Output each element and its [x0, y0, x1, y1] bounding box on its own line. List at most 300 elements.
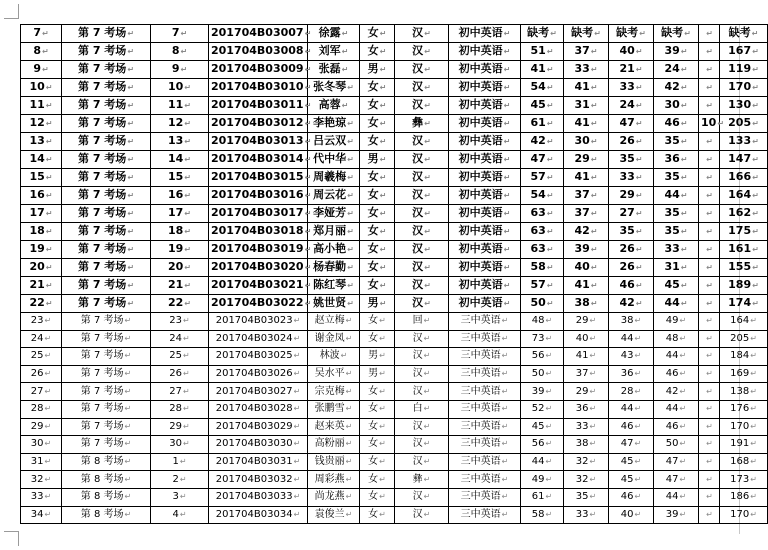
cell-gender: 女↵	[360, 400, 395, 418]
paragraph-mark: ↵	[124, 316, 132, 326]
paragraph-mark: ↵	[679, 439, 687, 449]
paragraph-mark: ↵	[127, 65, 135, 74]
paragraph-mark: ↵	[680, 227, 688, 236]
cell-row-number: 24↵	[21, 330, 62, 348]
cell-bonus	[699, 97, 720, 115]
cell-seat-number: 17↵	[151, 205, 209, 223]
paragraph-mark: ↵	[345, 369, 353, 379]
paragraph-mark: ↵	[45, 263, 53, 272]
cell-score-3: 38↵	[609, 313, 654, 331]
table-row	[21, 418, 768, 436]
cell-bonus	[699, 488, 720, 506]
cell-bonus: 10↵	[699, 115, 720, 133]
paragraph-mark: ↵	[124, 333, 132, 343]
paragraph-mark: ↵	[546, 245, 554, 254]
paragraph-mark: ↵	[750, 404, 757, 414]
paragraph-mark: ↵	[590, 209, 598, 218]
cell-row-number: 28↵	[21, 400, 62, 418]
cell-total: 184↵	[720, 348, 768, 366]
cell-total: 130↵	[720, 97, 768, 115]
paragraph-mark: ↵	[752, 191, 759, 200]
paragraph-mark: ↵	[180, 47, 188, 56]
paragraph-mark: ↵	[184, 263, 191, 272]
paragraph-mark: ↵	[424, 299, 431, 308]
paragraph-mark: ↵	[45, 191, 53, 200]
cell-bonus	[699, 506, 720, 524]
cell-candidate-id: 201704B03022↵	[209, 295, 308, 313]
cell-score-4: 44↵	[654, 295, 699, 313]
paragraph-mark: ↵	[379, 137, 387, 146]
paragraph-mark: ↵	[590, 299, 598, 308]
cell-score-4: 44↵	[654, 488, 699, 506]
cell-row-number: 23↵	[21, 313, 62, 331]
table-row	[21, 436, 768, 454]
cell-subject: 初中英语↵	[449, 43, 521, 61]
paragraph-mark: ↵	[635, 209, 643, 218]
paragraph-mark: ↵	[634, 351, 642, 361]
paragraph-mark: ↵	[184, 155, 191, 164]
cell-score-1: 50↵	[521, 365, 564, 383]
paragraph-mark: ↵	[347, 263, 354, 272]
cell-subject: 三中英语↵	[449, 488, 521, 506]
cell-gender: 女↵	[360, 79, 395, 97]
paragraph-mark: ↵	[706, 457, 713, 467]
score-table-body	[21, 25, 768, 524]
paragraph-mark: ↵	[706, 227, 713, 236]
cell-candidate-id: 201704B03031↵	[209, 453, 308, 471]
cell-row-number: 19↵	[21, 241, 62, 259]
cell-name: 徐露↵	[308, 25, 360, 43]
paragraph-mark: ↵	[589, 439, 597, 449]
cell-name: 陈红琴↵	[308, 277, 360, 295]
cell-row-number: 20↵	[21, 259, 62, 277]
cell-total: 167↵	[720, 43, 768, 61]
paragraph-mark: ↵	[379, 404, 386, 414]
paragraph-mark: ↵	[304, 155, 312, 164]
cell-score-4: 44↵	[654, 187, 699, 205]
paragraph-mark: ↵	[44, 421, 52, 431]
cell-seat-number: 4↵	[151, 506, 209, 524]
cell-exam-room: 第 7 考场↵	[62, 313, 151, 331]
cell-candidate-id: 201704B03030↵	[209, 436, 308, 454]
paragraph-mark: ↵	[127, 227, 135, 236]
paragraph-mark: ↵	[127, 119, 135, 128]
cell-total: 164↵	[720, 313, 768, 331]
paragraph-mark: ↵	[124, 474, 132, 484]
paragraph-mark: ↵	[501, 439, 509, 449]
paragraph-mark: ↵	[347, 191, 354, 200]
page-corner-mark	[4, 531, 19, 546]
cell-score-1: 51↵	[521, 43, 564, 61]
cell-name: 周彩燕↵	[308, 471, 360, 489]
paragraph-mark: ↵	[293, 369, 301, 379]
paragraph-mark: ↵	[589, 421, 597, 431]
cell-candidate-id: 201704B03019↵	[209, 241, 308, 259]
cell-subject: 三中英语↵	[449, 400, 521, 418]
cell-exam-room: 第 7 考场↵	[62, 348, 151, 366]
cell-name: 刘军↵	[308, 43, 360, 61]
cell-name: 吴水平↵	[308, 365, 360, 383]
paragraph-mark: ↵	[184, 83, 191, 92]
paragraph-mark: ↵	[501, 369, 509, 379]
paragraph-mark: ↵	[423, 316, 431, 326]
cell-name: 张磊↵	[308, 61, 360, 79]
paragraph-mark: ↵	[379, 299, 387, 308]
cell-subject: 三中英语↵	[449, 506, 521, 524]
cell-ethnicity: 汉↵	[395, 97, 449, 115]
paragraph-mark: ↵	[590, 155, 598, 164]
paragraph-mark: ↵	[752, 173, 759, 182]
cell-row-number: 14↵	[21, 151, 62, 169]
paragraph-mark: ↵	[184, 173, 191, 182]
paragraph-mark: ↵	[41, 65, 49, 74]
paragraph-mark: ↵	[127, 209, 135, 218]
paragraph-mark: ↵	[379, 474, 386, 484]
paragraph-mark: ↵	[590, 227, 598, 236]
cell-subject: 三中英语↵	[449, 436, 521, 454]
cell-candidate-id: 201704B03012↵	[209, 115, 308, 133]
paragraph-mark: ↵	[680, 137, 688, 146]
cell-score-4: 42↵	[654, 383, 699, 401]
paragraph-mark: ↵	[752, 263, 759, 272]
table-row	[21, 400, 768, 418]
cell-seat-number: 24↵	[151, 330, 209, 348]
table-row	[21, 313, 768, 331]
cell-ethnicity: 汉↵	[395, 43, 449, 61]
cell-exam-room: 第 7 考场↵	[62, 187, 151, 205]
paragraph-mark: ↵	[379, 191, 387, 200]
paragraph-mark: ↵	[706, 29, 713, 38]
paragraph-mark: ↵	[590, 245, 598, 254]
paragraph-mark: ↵	[183, 421, 190, 431]
cell-exam-room: 第 7 考场↵	[62, 97, 151, 115]
cell-gender: 女↵	[360, 418, 395, 436]
paragraph-mark: ↵	[44, 457, 52, 467]
paragraph-mark: ↵	[545, 492, 553, 502]
paragraph-mark: ↵	[45, 227, 53, 236]
paragraph-mark: ↵	[41, 29, 49, 38]
paragraph-mark: ↵	[752, 155, 759, 164]
paragraph-mark: ↵	[545, 421, 553, 431]
table-row	[21, 453, 768, 471]
paragraph-mark: ↵	[546, 299, 554, 308]
table-row	[21, 61, 768, 79]
paragraph-mark: ↵	[546, 83, 554, 92]
cell-row-number: 30↵	[21, 436, 62, 454]
paragraph-mark: ↵	[304, 281, 312, 290]
paragraph-mark: ↵	[184, 119, 191, 128]
paragraph-mark: ↵	[634, 421, 642, 431]
paragraph-mark: ↵	[124, 351, 132, 361]
cell-ethnicity: 汉↵	[395, 383, 449, 401]
cell-score-2: 30↵	[564, 133, 609, 151]
paragraph-mark: ↵	[706, 404, 713, 414]
paragraph-mark: ↵	[293, 439, 301, 449]
cell-bonus	[699, 187, 720, 205]
table-row	[21, 471, 768, 489]
paragraph-mark: ↵	[127, 101, 135, 110]
cell-score-4: 44↵	[654, 400, 699, 418]
paragraph-mark: ↵	[503, 83, 511, 92]
paragraph-mark: ↵	[635, 137, 643, 146]
paragraph-mark: ↵	[124, 404, 132, 414]
paragraph-mark: ↵	[45, 101, 53, 110]
paragraph-mark: ↵	[546, 119, 554, 128]
cell-bonus	[699, 61, 720, 79]
cell-score-3: 44↵	[609, 400, 654, 418]
cell-exam-room: 第 7 考场↵	[62, 295, 151, 313]
cell-total: 189↵	[720, 277, 768, 295]
paragraph-mark: ↵	[293, 404, 301, 414]
cell-subject: 初中英语↵	[449, 115, 521, 133]
cell-name: 袁俊兰↵	[308, 506, 360, 524]
paragraph-mark: ↵	[379, 155, 387, 164]
paragraph-mark: ↵	[501, 474, 509, 484]
cell-score-2: 38↵	[564, 295, 609, 313]
cell-row-number: 8↵	[21, 43, 62, 61]
paragraph-mark: ↵	[45, 299, 53, 308]
paragraph-mark: ↵	[124, 492, 132, 502]
paragraph-mark: ↵	[679, 404, 687, 414]
cell-bonus	[699, 43, 720, 61]
cell-total: 138↵	[720, 383, 768, 401]
paragraph-mark: ↵	[379, 281, 387, 290]
cell-ethnicity: 汉↵	[395, 418, 449, 436]
cell-candidate-id: 201704B03023↵	[209, 313, 308, 331]
cell-score-2: 36↵	[564, 400, 609, 418]
cell-gender: 女↵	[360, 488, 395, 506]
paragraph-mark: ↵	[183, 351, 190, 361]
paragraph-mark: ↵	[706, 492, 713, 502]
cell-score-2: 37↵	[564, 205, 609, 223]
cell-score-2: 33↵	[564, 506, 609, 524]
cell-bonus	[699, 471, 720, 489]
paragraph-mark: ↵	[589, 404, 597, 414]
cell-seat-number: 25↵	[151, 348, 209, 366]
paragraph-mark: ↵	[635, 65, 643, 74]
paragraph-mark: ↵	[379, 209, 387, 218]
paragraph-mark: ↵	[347, 209, 354, 218]
paragraph-mark: ↵	[545, 369, 553, 379]
paragraph-mark: ↵	[706, 351, 713, 361]
cell-name: 张冬琴↵	[308, 79, 360, 97]
paragraph-mark: ↵	[179, 492, 187, 502]
paragraph-mark: ↵	[590, 281, 598, 290]
paragraph-mark: ↵	[347, 299, 354, 308]
paragraph-mark: ↵	[750, 457, 757, 467]
cell-score-3: 35↵	[609, 223, 654, 241]
cell-total: 173↵	[720, 471, 768, 489]
cell-score-2: 35↵	[564, 488, 609, 506]
cell-gender: 女↵	[360, 25, 395, 43]
paragraph-mark: ↵	[550, 29, 557, 38]
cell-score-4: 35↵	[654, 133, 699, 151]
cell-seat-number: 14↵	[151, 151, 209, 169]
paragraph-mark: ↵	[379, 47, 387, 56]
cell-score-3: 43↵	[609, 348, 654, 366]
table-row	[21, 205, 768, 223]
cell-ethnicity: 汉↵	[395, 205, 449, 223]
paragraph-mark: ↵	[345, 492, 353, 502]
cell-score-4: 46↵	[654, 115, 699, 133]
paragraph-mark: ↵	[44, 509, 52, 519]
cell-subject: 三中英语↵	[449, 383, 521, 401]
paragraph-mark: ↵	[345, 439, 353, 449]
cell-seat-number: 11↵	[151, 97, 209, 115]
cell-ethnicity: 汉↵	[395, 61, 449, 79]
cell-score-4: 50↵	[654, 436, 699, 454]
cell-score-1: 42↵	[521, 133, 564, 151]
cell-candidate-id: 201704B03007↵	[209, 25, 308, 43]
cell-score-1: 56↵	[521, 436, 564, 454]
cell-exam-room: 第 7 考场↵	[62, 365, 151, 383]
paragraph-mark: ↵	[424, 263, 431, 272]
paragraph-mark: ↵	[750, 333, 757, 343]
paragraph-mark: ↵	[424, 209, 431, 218]
paragraph-mark: ↵	[127, 155, 135, 164]
paragraph-mark: ↵	[424, 227, 431, 236]
paragraph-mark: ↵	[590, 173, 598, 182]
cell-ethnicity: 汉↵	[395, 259, 449, 277]
cell-score-4: 24↵	[654, 61, 699, 79]
paragraph-mark: ↵	[590, 119, 598, 128]
paragraph-mark: ↵	[546, 155, 554, 164]
cell-name: 谢金凤↵	[308, 330, 360, 348]
paragraph-mark: ↵	[183, 333, 190, 343]
cell-score-4: 缺考↵	[654, 25, 699, 43]
paragraph-mark: ↵	[293, 492, 301, 502]
cell-exam-room: 第 8 考场↵	[62, 488, 151, 506]
cell-score-1: 63↵	[521, 205, 564, 223]
cell-exam-room: 第 7 考场↵	[62, 25, 151, 43]
paragraph-mark: ↵	[590, 101, 598, 110]
cell-score-2: 32↵	[564, 453, 609, 471]
paragraph-mark: ↵	[589, 509, 597, 519]
cell-ethnicity: 汉↵	[395, 223, 449, 241]
paragraph-mark: ↵	[589, 369, 597, 379]
paragraph-mark: ↵	[680, 209, 688, 218]
score-table	[20, 24, 768, 524]
paragraph-mark: ↵	[634, 404, 642, 414]
cell-gender: 女↵	[360, 169, 395, 187]
cell-total: 176↵	[720, 400, 768, 418]
paragraph-mark: ↵	[304, 119, 312, 128]
cell-ethnicity: 汉↵	[395, 277, 449, 295]
cell-score-4: 46↵	[654, 418, 699, 436]
paragraph-mark: ↵	[347, 227, 354, 236]
cell-gender: 女↵	[360, 205, 395, 223]
paragraph-mark: ↵	[424, 191, 431, 200]
cell-subject: 初中英语↵	[449, 241, 521, 259]
cell-score-3: 44↵	[609, 330, 654, 348]
cell-subject: 初中英语↵	[449, 25, 521, 43]
cell-row-number: 34↵	[21, 506, 62, 524]
paragraph-mark: ↵	[127, 83, 135, 92]
paragraph-mark: ↵	[304, 299, 312, 308]
cell-exam-room: 第 7 考场↵	[62, 115, 151, 133]
paragraph-mark: ↵	[347, 173, 354, 182]
cell-subject: 初中英语↵	[449, 259, 521, 277]
cell-score-2: 33↵	[564, 418, 609, 436]
cell-gender: 女↵	[360, 187, 395, 205]
cell-row-number: 12↵	[21, 115, 62, 133]
cell-candidate-id: 201704B03027↵	[209, 383, 308, 401]
paragraph-mark: ↵	[304, 263, 312, 272]
cell-subject: 初中英语↵	[449, 187, 521, 205]
paragraph-mark: ↵	[503, 281, 511, 290]
cell-score-2: 29↵	[564, 313, 609, 331]
paragraph-mark: ↵	[379, 369, 386, 379]
table-row	[21, 187, 768, 205]
paragraph-mark: ↵	[45, 83, 53, 92]
cell-bonus	[699, 223, 720, 241]
cell-name: 周云花↵	[308, 187, 360, 205]
paragraph-mark: ↵	[45, 173, 53, 182]
cell-row-number: 31↵	[21, 453, 62, 471]
cell-score-2: 37↵	[564, 43, 609, 61]
paragraph-mark: ↵	[45, 155, 53, 164]
cell-score-1: 58↵	[521, 259, 564, 277]
cell-total: 175↵	[720, 223, 768, 241]
cell-score-4: 31↵	[654, 259, 699, 277]
paragraph-mark: ↵	[546, 263, 554, 272]
paragraph-mark: ↵	[679, 474, 687, 484]
cell-bonus	[699, 151, 720, 169]
cell-bonus	[699, 169, 720, 187]
paragraph-mark: ↵	[503, 299, 511, 308]
cell-ethnicity: 彝↵	[395, 115, 449, 133]
paragraph-mark: ↵	[503, 227, 511, 236]
paragraph-mark: ↵	[590, 65, 598, 74]
paragraph-mark: ↵	[379, 492, 386, 502]
cell-score-1: 54↵	[521, 79, 564, 97]
cell-seat-number: 18↵	[151, 223, 209, 241]
cell-total: 205↵	[720, 330, 768, 348]
paragraph-mark: ↵	[127, 245, 135, 254]
cell-name: 周羲梅↵	[308, 169, 360, 187]
cell-row-number: 22↵	[21, 295, 62, 313]
cell-score-4: 39↵	[654, 506, 699, 524]
cell-seat-number: 21↵	[151, 277, 209, 295]
page-corner-mark	[4, 4, 19, 19]
cell-subject: 三中英语↵	[449, 471, 521, 489]
cell-gender: 女↵	[360, 471, 395, 489]
cell-exam-room: 第 7 考场↵	[62, 205, 151, 223]
paragraph-mark: ↵	[501, 492, 509, 502]
paragraph-mark: ↵	[184, 191, 191, 200]
cell-total: 166↵	[720, 169, 768, 187]
paragraph-mark: ↵	[379, 421, 386, 431]
cell-seat-number: 12↵	[151, 115, 209, 133]
paragraph-mark: ↵	[706, 474, 713, 484]
cell-ethnicity: 汉↵	[395, 187, 449, 205]
cell-score-2: 31↵	[564, 97, 609, 115]
cell-score-2: 41↵	[564, 348, 609, 366]
table-row	[21, 295, 768, 313]
cell-subject: 初中英语↵	[449, 61, 521, 79]
cell-candidate-id: 201704B03032↵	[209, 471, 308, 489]
paragraph-mark: ↵	[706, 65, 713, 74]
paragraph-mark: ↵	[124, 509, 132, 519]
paragraph-mark: ↵	[345, 509, 353, 519]
cell-subject: 初中英语↵	[449, 295, 521, 313]
paragraph-mark: ↵	[424, 155, 431, 164]
paragraph-mark: ↵	[341, 47, 349, 56]
cell-score-1: 58↵	[521, 506, 564, 524]
cell-subject: 初中英语↵	[449, 151, 521, 169]
cell-exam-room: 第 8 考场↵	[62, 506, 151, 524]
paragraph-mark: ↵	[679, 316, 687, 326]
